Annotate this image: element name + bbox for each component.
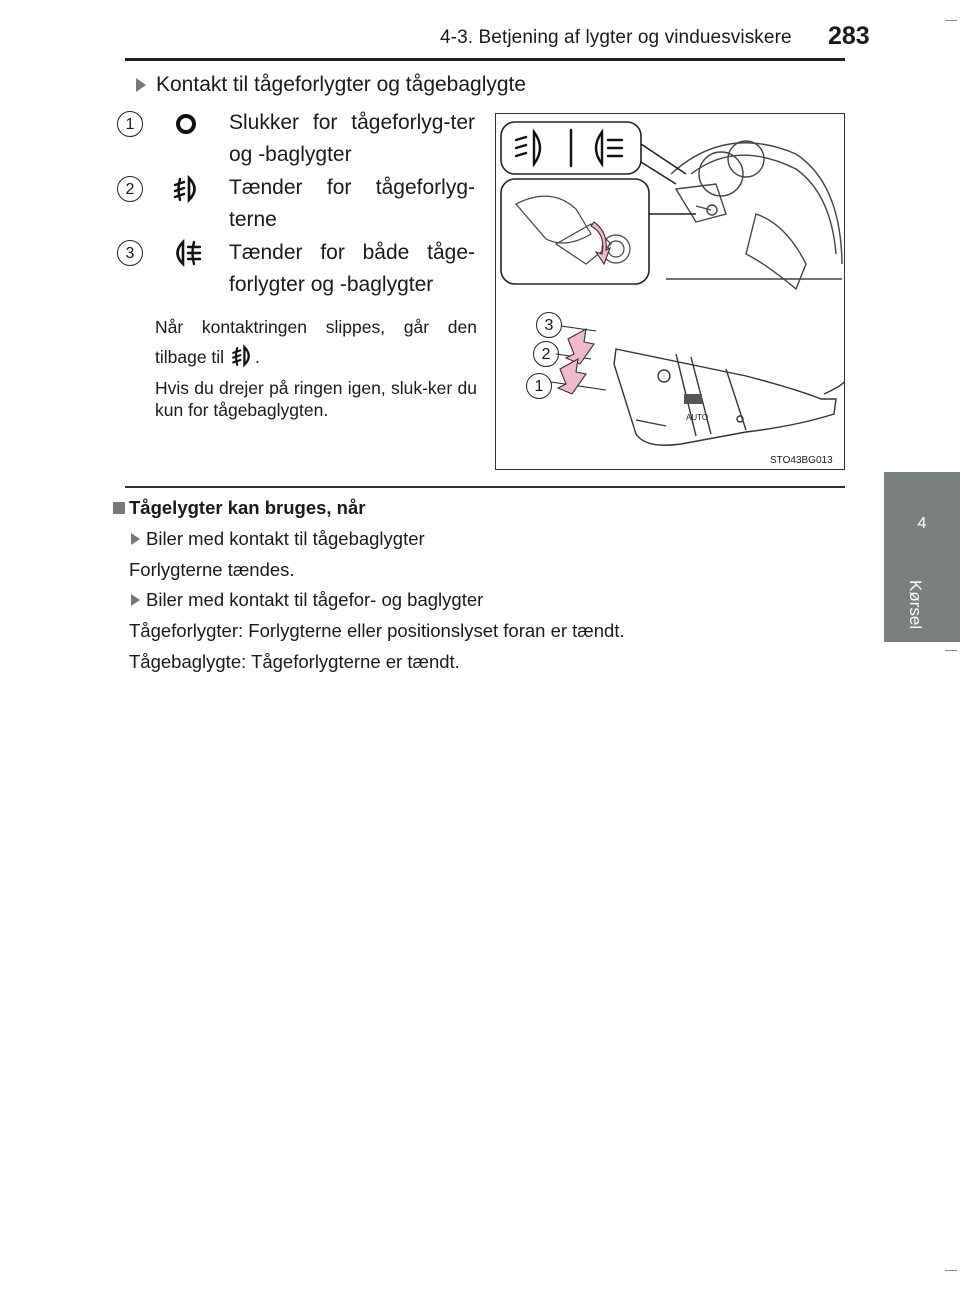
usage-bullet: Biler med kontakt til tågefor- og baglygter — [146, 589, 484, 610]
note-text: . — [254, 347, 260, 367]
header-rule — [125, 58, 845, 61]
item-number-badge: 3 — [117, 240, 143, 266]
note-rear-fog-off: Hvis du drejer på ringen igen, sluk-ker du kun for tågebaglygten. — [155, 378, 477, 420]
usage-bullet: Biler med kontakt til tågebaglygter — [146, 528, 425, 549]
page-number: 283 — [828, 22, 870, 50]
bullet-arrow-icon — [131, 594, 140, 606]
figure-code: STO43BG013 — [770, 455, 833, 466]
figure-callout: 1 — [526, 373, 552, 399]
section-divider — [125, 486, 845, 488]
svg-text:AUTO: AUTO — [686, 413, 709, 422]
item-text: Tænder for både tåge-forlygter og -baglygter — [229, 241, 475, 296]
bullet-arrow-icon — [131, 533, 140, 545]
crop-mark — [945, 650, 957, 651]
fog-switch-illustration — [496, 114, 844, 469]
chapter-label: Kørsel — [906, 580, 925, 630]
item-text: Tænder for tågeforlyg-terne — [229, 176, 475, 231]
crop-mark — [945, 20, 957, 21]
section-heading: Kontakt til tågeforlygter og tågebaglygte — [156, 73, 527, 96]
item-number-badge: 1 — [117, 111, 143, 137]
bullet-arrow-icon — [136, 78, 146, 92]
crop-mark — [945, 1270, 957, 1271]
rear-fog-icon — [170, 237, 204, 269]
running-header: 4-3. Betjening af lygter og vinduesviskere — [440, 27, 792, 48]
item-number-badge: 2 — [117, 176, 143, 202]
figure-callout: 3 — [536, 312, 562, 338]
note-text: Når kontaktringen slippes, går den tilbage til — [155, 317, 477, 367]
usage-line: Tågeforlygter: Forlygterne eller positionslyset foran er tændt. — [129, 620, 625, 641]
off-circle-icon — [173, 111, 199, 137]
front-fog-icon — [170, 173, 202, 205]
usage-line: Tågebaglygte: Tågeforlygterne er tændt. — [129, 651, 460, 672]
usage-line: Forlygterne tændes. — [129, 559, 295, 580]
front-fog-icon — [229, 344, 255, 368]
section-square-bullet — [113, 502, 125, 514]
note-return — [155, 312, 477, 372]
figure-callout: 2 — [533, 341, 559, 367]
chapter-number: 4 — [917, 515, 927, 532]
usage-heading: Tågelygter kan bruges, når — [129, 497, 366, 518]
item-text: Slukker for tågeforlyg-ter og -baglygter — [229, 111, 475, 166]
